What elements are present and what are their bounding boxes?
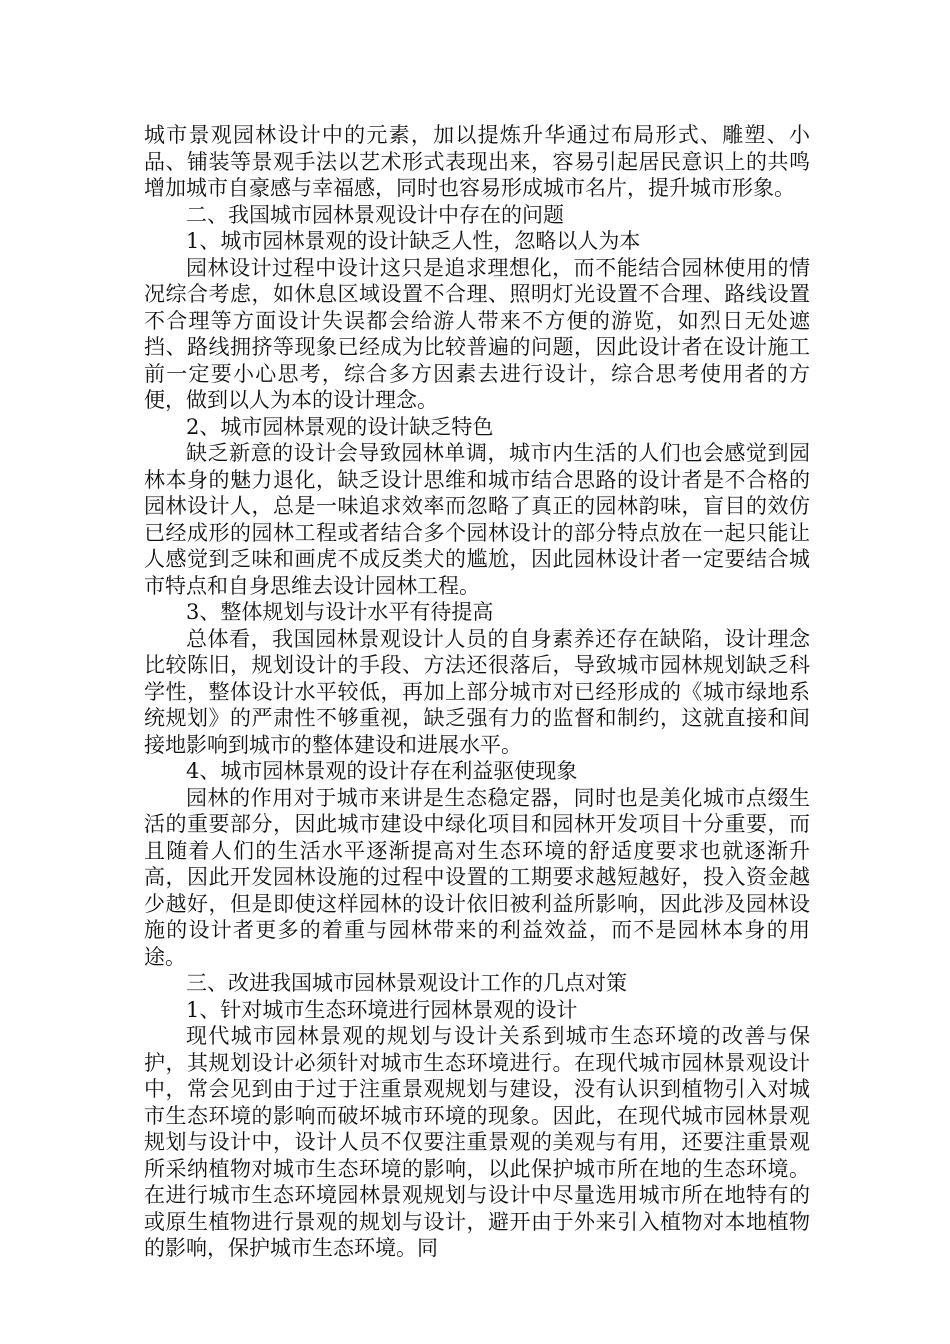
paragraph-3-1: 现代城市园林景观的规划与设计关系到城市生态环境的改善与保护，其规划设计必须针对城市生态环境进行。在现代城市园林景观设计中，常会见到由于过于注重景观规划与建设，没有认识到植物引入对城市生态环境的影响而破坏城市环境的现象。因此，在现代城市园林景观规划与设计中，设计人员不仅要注重景观的美观与有用，还要注重景观所采纳植物对城市生态环境的影响，以此保护城市所在地的生态环境。在进行城市生态环境园林景观规划与设计中尽量选用城市所在地特有的或原生植物进行景观的规划与设计，避开由于外来引入植物对本地植物的影响，保护城市生态环境。同: [144, 1024, 810, 1260]
paragraph-2-3: 总体看，我国园林景观设计人员的自身素养还存在缺陷，设计理念比较陈旧，规划设计的手段、方法还很落后，导致城市园林规划缺乏科学性，整体设计水平较低，再加上部分城市对已经形成的《城市绿地系统规划》的严肃性不够重视，缺乏强有力的监督和制约，这就直接和间接地影响到城市的整体建设和进展水平。: [144, 626, 810, 757]
paragraph-2-1: 园林设计过程中设计这只是追求理想化，而不能结合园林使用的情况综合考虑，如休息区域设置不合理、照明灯光设置不合理、路线设置不合理等方面设计失误都会给游人带来不方便的游览，如烈日无处遮挡、路线拥挤等现象已经成为比较普遍的问题，因此设计者在设计施工前一定要小心思考，综合多方因素去进行设计，综合思考使用者的方便，做到以人为本的设计理念。: [144, 255, 810, 412]
subheading-2-2: 2、城市园林景观的设计缺乏特色: [186, 414, 494, 439]
section-heading-3: 三、改进我国城市园林景观设计工作的几点对策: [186, 971, 627, 995]
section-heading-2: 二、我国城市园林景观设计中存在的问题: [186, 202, 564, 227]
paragraph-2-2: 缺乏新意的设计会导致园林单调，城市内生活的人们也会感觉到园林本身的魅力退化，缺乏设计思维和城市结合思路的设计者是不合格的园林设计人，总是一味追求效率而忽略了真正的园林韵味，盲目的效仿已经成形的园林工程或者结合多个园林设计的部分特点放在一起只能让人感觉到乏味和画虎不成反类犬的尴尬，因此园林设计者一定要结合城市特点和自身思维去设计园林工程。: [144, 441, 810, 598]
subheading-2-4: 4、城市园林景观的设计存在利益驱使现象: [186, 759, 578, 783]
document-page: [144, 122, 810, 1262]
subheading-2-3: 3、整体规划与设计水平有待提高: [186, 600, 494, 624]
paragraph-intro-continuation: 城市景观园林设计中的元素，加以提炼升华通过布局形式、雕塑、小品、铺装等景观手法以艺术形式表现出来，容易引起居民意识上的共鸣增加城市自豪感与幸福感，同时也容易形成城市名片，提升城市形象。: [144, 123, 810, 200]
subheading-2-1: 1、城市园林景观的设计缺乏人性，忽略以人为本: [186, 229, 641, 253]
subheading-3-1: 1、针对城市生态环境进行园林景观的设计: [186, 997, 578, 1022]
paragraph-2-4: 园林的作用对于城市来讲是生态稳定器，同时也是美化城市点缀生活的重要部分，因此城市建设中绿化项目和园林开发项目十分重要，而且随着人们的生活水平逐渐提高对生态环境的舒适度要求也就逐渐升高，因此开发园林设施的过程中设置的工期要求越短越好，投入资金越少越好，但是即使这样园林的设计依旧被利益所影响，因此涉及园林设施的设计者更多的着重与园林带来的利益效益，而不是园林本身的用途。: [144, 785, 810, 969]
